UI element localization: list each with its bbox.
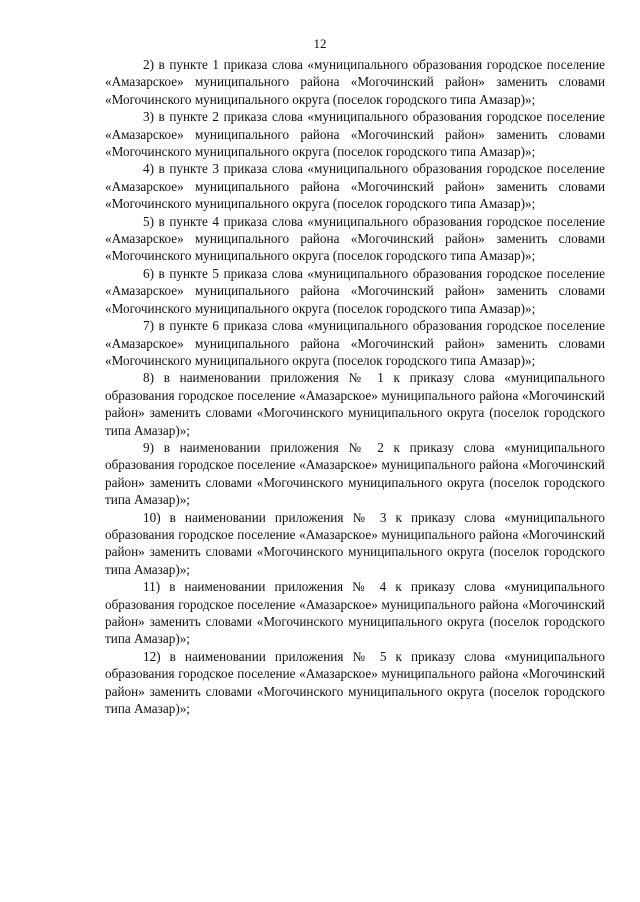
amendment-item-3: 3) в пункте 2 приказа слова «муниципального образования городское поселение «Амазарское» муниципального района «Могочинский район» заменить словами «Могочинского муниципального округа (поселок городского типа Амазар)»;: [105, 109, 605, 160]
amendment-item-2: 2) в пункте 1 приказа слова «муниципального образования городское поселение «Амазарское» муниципального района «Могочинский район» заменить словами «Могочинского муниципального округа (поселок городского типа Амазар)»;: [105, 57, 605, 107]
amendment-item-10: 10) в наименовании приложения № 3 к приказу слова «муниципального образования городское поселение «Амазарское» муниципального района «Могочинский район» заменить словами «Могочинского муниципального округа (поселок городского типа Амазар)»;: [105, 509, 605, 577]
amendment-item-5: 5) в пункте 4 приказа слова «муниципального образования городское поселение «Амазарское» муниципального района «Могочинский район» заменить словами «Могочинского муниципального округа (поселок городского типа Амазар)»;: [105, 213, 605, 264]
amendment-item-8: 8) в наименовании приложения № 1 к приказу слова «муниципального образования городское поселение «Амазарское» муниципального района «Могочинский район» заменить словами «Могочинского муниципального округа (поселок городского типа Амазар)»;: [105, 370, 605, 438]
amendment-item-7: 7) в пункте 6 приказа слова «муниципального образования городское поселение «Амазарское» муниципального района «Могочинский район» заменить словами «Могочинского муниципального округа (поселок городского типа Амазар)»;: [105, 318, 605, 368]
amendment-item-4: 4) в пункте 3 приказа слова «муниципального образования городское поселение «Амазарское» муниципального района «Могочинский район» заменить словами «Могочинского муниципального округа (поселок городского типа Амазар)»;: [105, 161, 605, 212]
page-number: 12: [313, 36, 327, 51]
amendment-item-6: 6) в пункте 5 приказа слова «муниципального образования городское поселение «Амазарское» муниципального района «Могочинский район» заменить словами «Могочинского муниципального округа (поселок городского типа Амазар)»;: [105, 265, 605, 316]
amendment-item-9: 9) в наименовании приложения № 2 к приказу слова «муниципального образования городское поселение «Амазарское» муниципального района «Могочинский район» заменить словами «Могочинского муниципального округа (поселок городского типа Амазар)»;: [105, 439, 605, 508]
document-body: [105, 56, 605, 717]
amendment-item-11: 11) в наименовании приложения № 4 к приказу слова «муниципального образования городское поселение «Амазарское» муниципального района «Могочинский район» заменить словами «Могочинского муниципального округа (поселок городского типа Амазар)»;: [105, 579, 605, 647]
amendment-item-12: 12) в наименовании приложения № 5 к приказу слова «муниципального образования городское поселение «Амазарское» муниципального района «Могочинский район» заменить словами «Могочинского муниципального округа (поселок городского типа Амазар)»;: [105, 648, 605, 717]
